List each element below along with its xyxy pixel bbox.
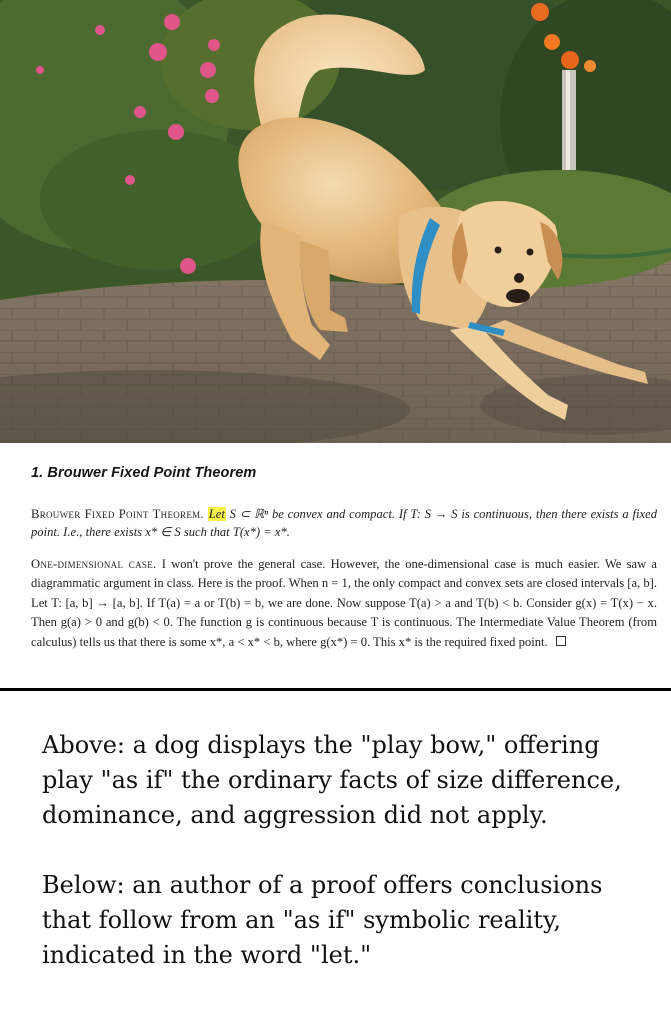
caption bbox=[42, 728, 652, 973]
caption-above: Above: a dog displays the "play bow," offering play "as if" the ordinary facts of size difference, dominance, and aggression did not apply. bbox=[42, 731, 622, 829]
section-title: 1. Brouwer Fixed Point Theorem bbox=[31, 465, 257, 481]
theorem-statement bbox=[31, 505, 657, 541]
proof-paragraph bbox=[31, 555, 657, 652]
proof-excerpt bbox=[0, 443, 671, 688]
proof-heading: One-dimensional case. bbox=[31, 557, 157, 571]
theorem-body: S ⊂ ℝⁿ be convex and compact. If T: S → S is continuous, then there exists a fixed point. I.e., there exists x* ∈ S such that T(x*) = x*. bbox=[31, 507, 657, 539]
caption-below: Below: an author of a proof offers conclusions that follow from an "as if" symbolic reality, indicated in the word "let." bbox=[42, 871, 603, 969]
highlighted-let: Let bbox=[208, 507, 225, 521]
qed-square-icon bbox=[556, 636, 566, 646]
theorem-heading: Brouwer Fixed Point Theorem. bbox=[31, 507, 204, 521]
divider-rule bbox=[0, 688, 671, 691]
proof-body: I won't prove the general case. However, the one-dimensional case is much easier. We saw a diagrammatic argument in class. Here is the proof. When n = 1, the only compact and convex sets are closed intervals [a, b]. Let T: [a, b] → [a, b]. If T(a) = a or T(b) = b, we are done. Now suppose T(a) > a and T(b) < b. Consider g(x) = T(x) − x. Then g(a) > 0 and g(b) < 0. The function g is continuous because T is continuous. The Intermediate Value Theorem (from calculus) tells us that there is some x*, a < x* < b, where g(x*) = 0. This x* is the required fixed point. bbox=[31, 557, 658, 649]
dog-photo bbox=[0, 0, 671, 443]
